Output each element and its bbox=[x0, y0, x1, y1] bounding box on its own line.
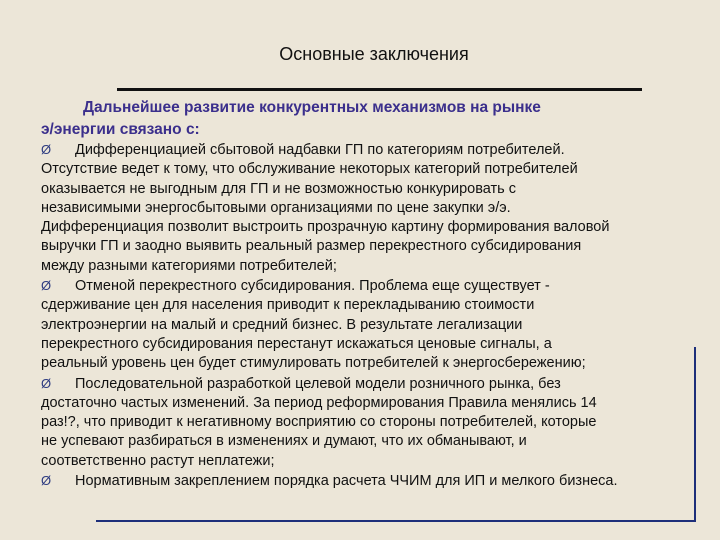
frame-right-border bbox=[694, 347, 696, 522]
item-line: Отсутствие ведет к тому, что обслуживание некоторых категорий потребителей bbox=[41, 161, 578, 178]
item-line: между разными категориями потребителей; bbox=[41, 257, 337, 274]
item-line: сдерживание цен для населения приводит к перекладыванию стоимости bbox=[41, 297, 535, 314]
item-line: независимыми энергосбытовыми организациями по цене закупки э/э. bbox=[41, 199, 511, 216]
item-line: достаточно частых изменений. За период реформирования Правила менялись 14 bbox=[41, 394, 597, 411]
item-line: Нормативным закреплением порядка расчета ЧЧИМ для ИП и мелкого бизнеса. bbox=[75, 473, 618, 490]
list-item bbox=[41, 276, 681, 373]
item-line: электроэнергии на малый и средний бизнес. В результате легализации bbox=[41, 316, 523, 333]
item-line: Отменой перекрестного субсидирования. Проблема еще существует - bbox=[75, 278, 550, 295]
frame-bottom-border bbox=[96, 520, 696, 522]
intro-line-2: э/энергии связано с: bbox=[41, 121, 200, 138]
intro-text bbox=[41, 97, 681, 141]
item-line: Дифференциация позволит выстроить прозрачную картину формирования валовой bbox=[41, 219, 610, 236]
list-item bbox=[41, 374, 681, 471]
slide-title: Основные заключения bbox=[279, 44, 469, 64]
bullet-arrow-icon: Ø bbox=[41, 375, 52, 391]
conclusions-list bbox=[41, 140, 681, 491]
intro-line-1: Дальнейшее развитие конкурентных механизмов на рынке bbox=[83, 99, 541, 116]
item-line: не успевают разбираться в изменениях и думают, что их обманывают, и bbox=[41, 433, 527, 450]
item-line: оказывается не выгодным для ГП и не возможностью конкурировать с bbox=[41, 180, 516, 197]
bullet-arrow-icon: Ø bbox=[41, 142, 52, 157]
item-line: Дифференциацией сбытовой надбавки ГП по категориям потребителей. bbox=[75, 142, 565, 158]
list-item bbox=[41, 471, 681, 491]
item-line: раз!?, что приводит к негативному восприятию со стороны потребителей, которые bbox=[41, 414, 597, 431]
title-underline bbox=[117, 88, 642, 91]
item-line: выручки ГП и заодно выявить реальный размер перекрестного субсидирования bbox=[41, 238, 582, 255]
item-line: перекрестного субсидирования перестанут искажаться ценовые сигналы, а bbox=[41, 335, 552, 352]
bullet-arrow-icon: Ø bbox=[41, 278, 52, 294]
item-line: Последовательной разработкой целевой модели розничного рынка, без bbox=[75, 375, 561, 392]
bullet-arrow-icon: Ø bbox=[41, 473, 52, 489]
item-line: реальный уровень цен будет стимулировать потребителей к энергосбережению; bbox=[41, 355, 586, 372]
list-item bbox=[41, 140, 681, 276]
item-line: соответственно растут неплатежи; bbox=[41, 452, 275, 469]
